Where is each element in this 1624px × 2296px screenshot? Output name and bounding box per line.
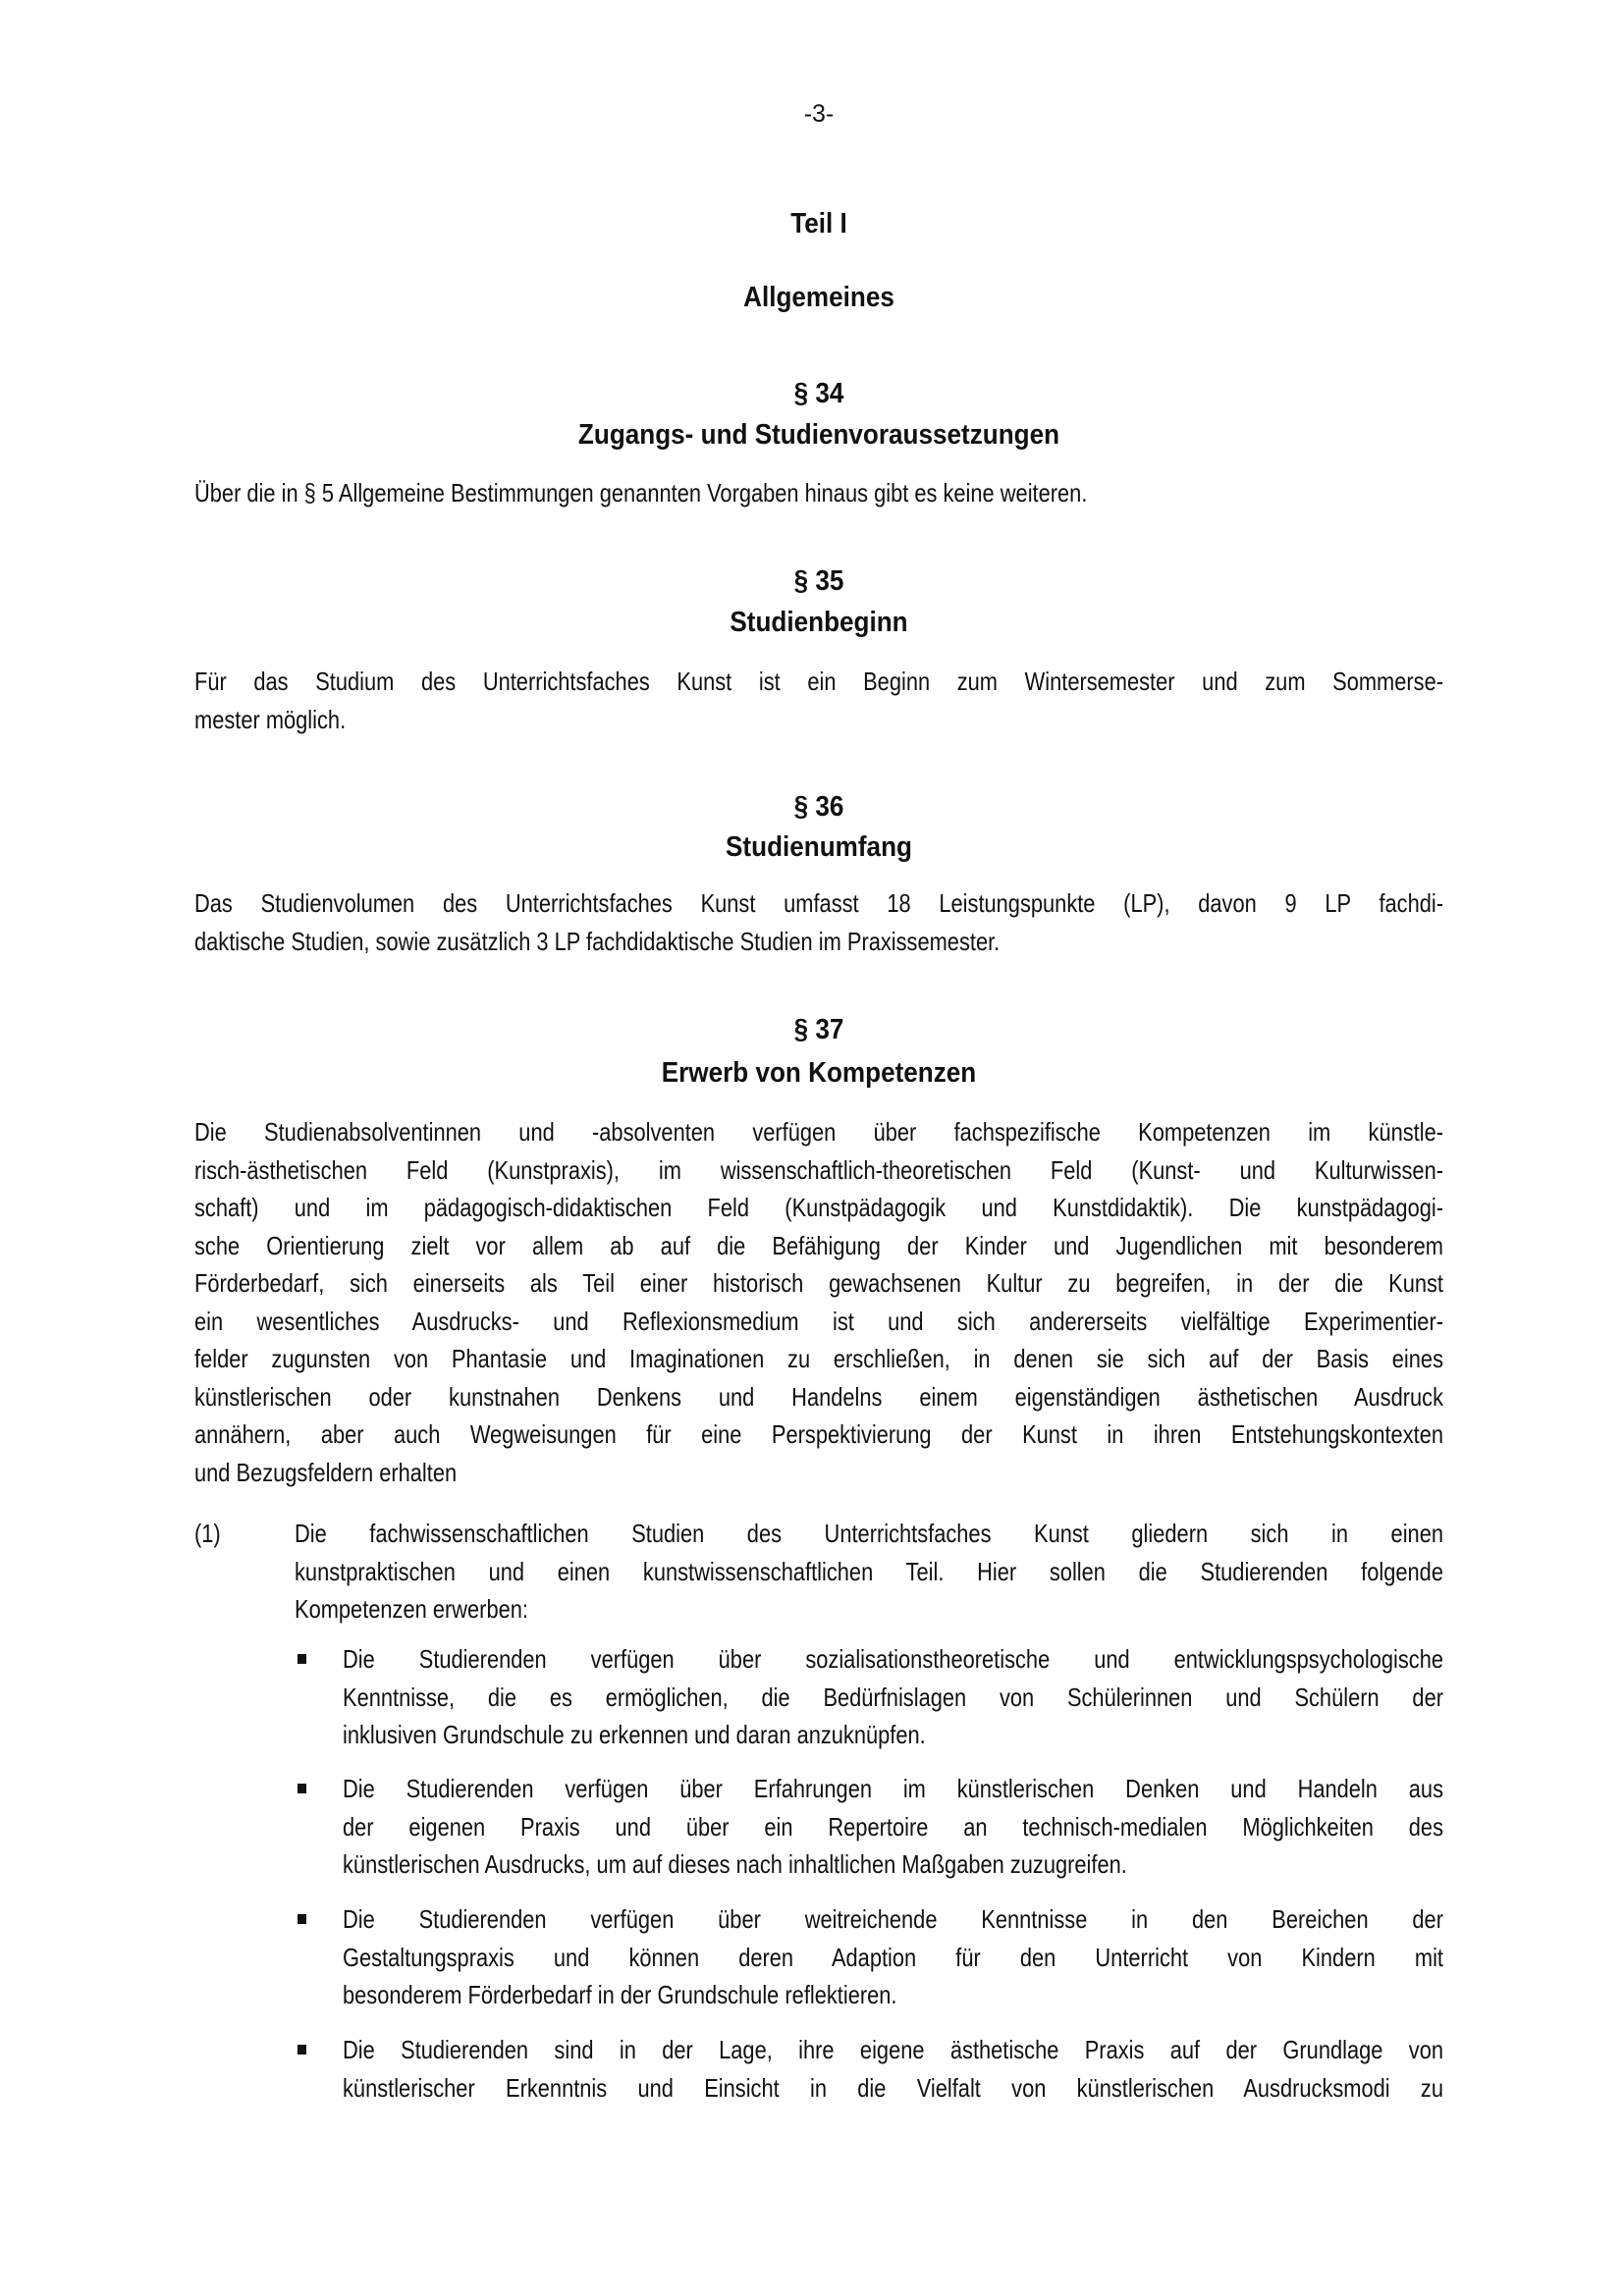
section-number: § 36 (793, 791, 844, 823)
section-paragraph (194, 1113, 1443, 1491)
bullet-item (343, 1640, 1443, 1754)
section-paragraph-text (194, 1113, 1443, 1491)
text-line: schaft) und im pädagogisch-didaktischen Feld (Kunstpädagogik und Kunstdidaktik). Die kunstpädagogi- (194, 1193, 1443, 1222)
section-title: Erwerb von Kompetenzen (661, 1057, 977, 1089)
part-subtitle: Allgemeines (743, 282, 894, 313)
bullet-item-text (343, 1770, 1443, 1884)
text-line: Die fachwissenschaftlichen Studien des Unterrichtsfaches Kunst gliedern sich in einen (295, 1519, 1443, 1548)
section-number: § 34 (793, 378, 844, 409)
text-line: kunstpraktischen und einen kunstwissenschaftlichen Teil. Hier sollen die Studierenden folgende (295, 1556, 1443, 1586)
text-line: daktische Studien, sowie zusätzlich 3 LP fachdidaktische Studien im Praxissemester. (194, 926, 1001, 956)
bullet-item (343, 2031, 1443, 2107)
text-line: Förderbedarf, sich einerseits als Teil einer historisch gewachsenen Kultur zu begreifen, in der die Kunst (194, 1268, 1443, 1298)
text-line: der eigenen Praxis und über ein Repertoire an technisch-medialen Möglichkeiten des (343, 1811, 1443, 1842)
text-line: Für das Studium des Unterrichtsfaches Kunst ist ein Beginn zum Wintersemester und zum Sommerse- (194, 667, 1443, 696)
text-line: Das Studienvolumen des Unterrichtsfaches Kunst umfasst 18 Leistungspunkte (LP), davon 9 LP fachdi- (194, 888, 1443, 918)
text-line: Gestaltungspraxis und können deren Adaption für den Unterricht von Kindern mit (343, 1942, 1443, 1972)
section-title: Zugangs- und Studienvoraussetzungen (577, 419, 1060, 451)
bullet-item (343, 1900, 1443, 2014)
text-line: mester möglich. (194, 704, 347, 734)
text-line: Über die in § 5 Allgemeine Bestimmungen genannten Vorgaben hinaus gibt es keine weiteren. (194, 478, 1088, 507)
bullet-item-text (343, 1640, 1443, 1754)
page-number: -3- (803, 100, 835, 128)
section-paragraph (194, 474, 1443, 512)
bullet-square-icon (298, 1784, 306, 1793)
section-title: Studienbeginn (730, 607, 908, 638)
section-paragraph-text (194, 663, 1443, 738)
section-number: § 37 (793, 1014, 844, 1045)
bullet-square-icon (298, 1914, 306, 1924)
text-line: und Bezugsfeldern erhalten (194, 1457, 458, 1487)
section-paragraph (194, 884, 1443, 960)
text-line: Kenntnisse, die es ermöglichen, die Bedürfnislagen von Schülerinnen und Schülern der (343, 1682, 1443, 1712)
section-paragraph (194, 663, 1443, 738)
text-line: sche Orientierung zielt vor allem ab auf die Befähigung der Kinder und Jugendlichen mit besonderem (194, 1230, 1443, 1260)
text-line: künstlerischer Erkenntnis und Einsicht in die Vielfalt von künstlerischen Ausdrucksmodi zu (343, 2072, 1443, 2103)
item-marker: (1) (194, 1519, 221, 1548)
bullet-square-icon (298, 1654, 306, 1664)
text-line: inklusiven Grundschule zu erkennen und daran anzuknüpfen. (343, 1720, 926, 1749)
text-line: risch-ästhetischen Feld (Kunstpraxis), im wissenschaftlich-theoretischen Feld (Kunst- und Kulturwissen- (194, 1154, 1443, 1185)
section-title: Studienumfang (726, 831, 912, 863)
text-line: besonderem Förderbedarf in der Grundschule reflektieren. (343, 1980, 897, 2009)
bullet-item-text (343, 2031, 1443, 2107)
text-line: ein wesentliches Ausdrucks- und Reflexionsmedium ist und sich andererseits vielfältige Experimentier- (194, 1306, 1443, 1336)
section-paragraph-text (194, 884, 1443, 960)
text-line: Die Studierenden verfügen über weitreichende Kenntnisse in den Bereichen der (343, 1904, 1443, 1934)
bullet-square-icon (298, 2045, 306, 2055)
text-line: künstlerischen oder kunstnahen Denkens und Handelns einem eigenständigen ästhetischen Ausdruck (194, 1381, 1443, 1412)
text-line: Die Studierenden verfügen über Erfahrungen im künstlerischen Denken und Handeln aus (343, 1774, 1443, 1803)
section-paragraph-text (194, 474, 1443, 512)
text-line: Die Studierenden sind in der Lage, ihre eigene ästhetische Praxis auf der Grundlage von (343, 2035, 1443, 2064)
bullet-item (343, 1770, 1443, 1884)
text-line: Kompetenzen erwerben: (295, 1594, 528, 1624)
item-paragraph (295, 1515, 1443, 1629)
section-number: § 35 (793, 565, 844, 597)
text-line: felder zugunsten von Phantasie und Imaginationen zu erschließen, in denen sie sich auf der Basis eines (194, 1344, 1443, 1373)
part-title: Teil I (790, 208, 847, 240)
text-line: Die Studierenden verfügen über sozialisationstheoretische und entwicklungspsychologische (343, 1644, 1443, 1674)
bullet-item-text (343, 1900, 1443, 2014)
text-line: Die Studienabsolventinnen und -absolventen verfügen über fachspezifische Kompetenzen im künstle- (194, 1117, 1443, 1147)
item-paragraph-text (295, 1515, 1443, 1629)
text-line: künstlerischen Ausdrucks, um auf dieses nach inhaltlichen Maßgaben zuzugreifen. (343, 1849, 1127, 1879)
text-line: annähern, aber auch Wegweisungen für eine Perspektivierung der Kunst in ihren Entstehungskontexten (194, 1419, 1443, 1449)
